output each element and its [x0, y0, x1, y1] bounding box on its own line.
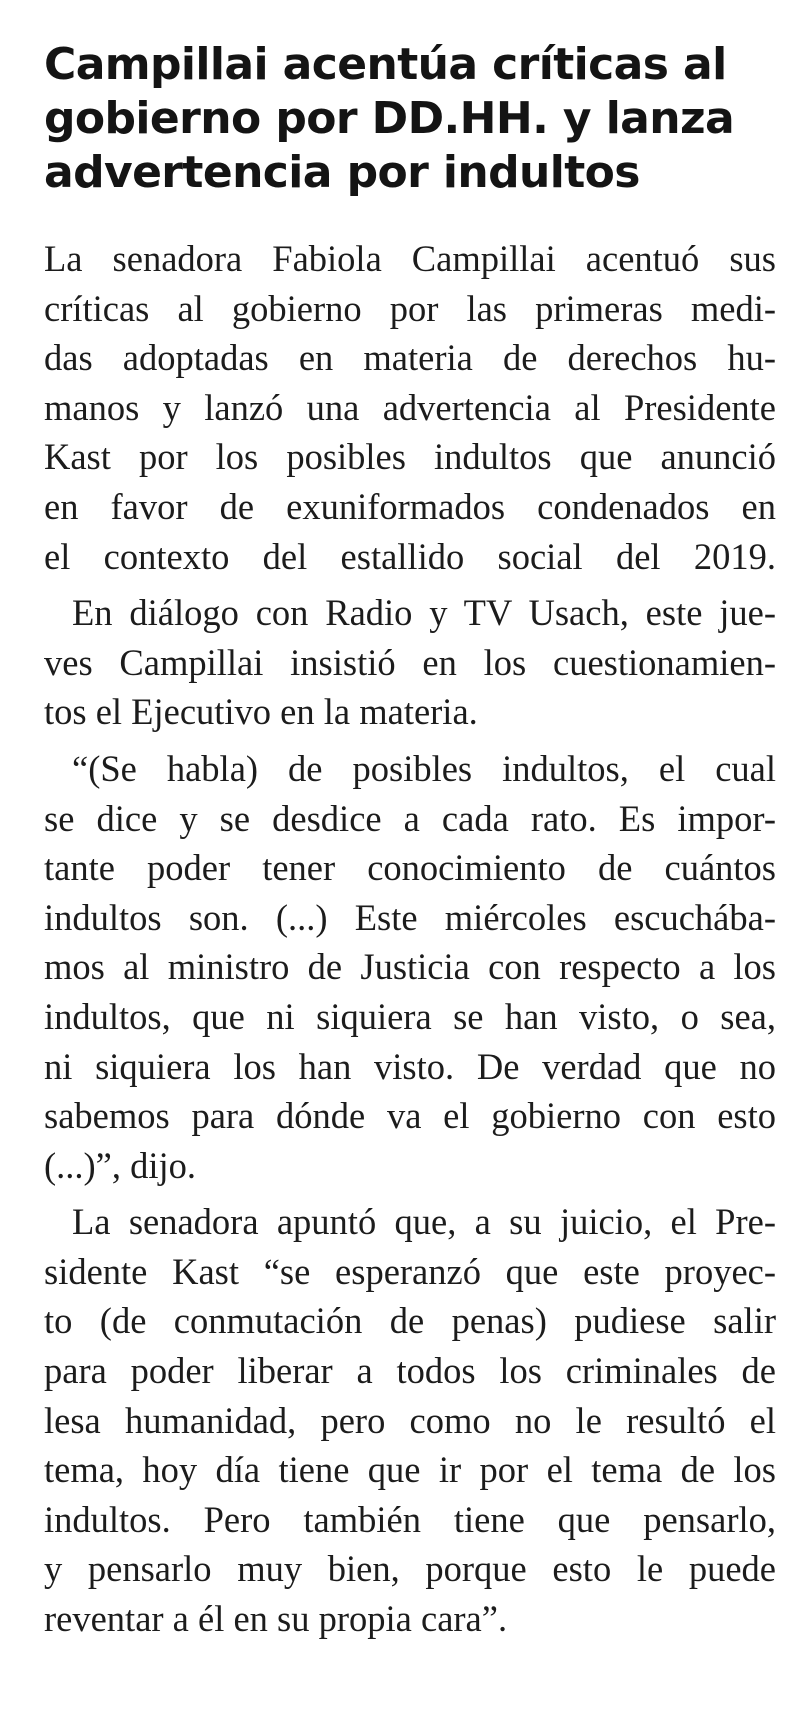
text-line: manos y lanzó una advertencia al Presidente: [44, 386, 776, 428]
text-line: tema, hoy día tiene que ir por el tema de los: [44, 1449, 776, 1491]
text-line: mos al ministro de Justicia con respecto a los: [44, 946, 776, 988]
paragraph-quote: [44, 744, 776, 1190]
news-article: [44, 38, 776, 1651]
text-line: indultos. Pero también tiene que pensarlo,: [44, 1498, 776, 1540]
text-line: tos el Ejecutivo en la materia.: [44, 691, 478, 733]
text-line: críticas al gobierno por las primeras medi-: [44, 287, 776, 329]
paragraph-conclusion: [44, 1197, 776, 1643]
text-line: reventar a él en su propia cara”.: [44, 1598, 508, 1640]
text-line: el contexto del estallido social del 2019.: [44, 535, 776, 577]
text-line: das adoptadas en materia de derechos hu-: [44, 337, 776, 379]
text-line: “(Se habla) de posibles indultos, el cual: [72, 747, 776, 789]
headline: [44, 38, 776, 200]
text-line: y pensarlo muy bien, porque esto le puede: [44, 1548, 776, 1590]
text-line: para poder liberar a todos los criminales de: [44, 1350, 776, 1392]
headline-line: Campillai acentúa críticas al: [44, 39, 727, 90]
text-line: to (de conmutación de penas) pudiese salir: [44, 1300, 776, 1342]
text-line: La senadora apuntó que, a su juicio, el Pre-: [72, 1201, 776, 1243]
paragraph-dialogue: [44, 588, 776, 737]
headline-line: gobierno por DD.HH. y lanza: [44, 93, 735, 144]
text-line: ves Campillai insistió en los cuestionamien-: [44, 641, 776, 683]
text-line: indultos, que ni siquiera se han visto, o sea,: [44, 995, 776, 1037]
text-line: La senadora Fabiola Campillai acentuó sus: [44, 238, 776, 279]
text-line: lesa humanidad, pero como no le resultó el: [44, 1399, 776, 1441]
text-line: en favor de exuniformados condenados en: [44, 485, 776, 527]
text-line: tante poder tener conocimiento de cuántos: [44, 847, 776, 889]
text-line: indultos son. (...) Este miércoles escuchába-: [44, 896, 776, 938]
text-line: sabemos para dónde va el gobierno con esto: [44, 1095, 776, 1137]
text-line: (...)”, dijo.: [44, 1144, 197, 1186]
text-line: ni siquiera los han visto. De verdad que no: [44, 1045, 776, 1087]
text-line: En diálogo con Radio y TV Usach, este jue-: [72, 592, 776, 634]
text-line: Kast por los posibles indultos que anunció: [44, 436, 776, 478]
text-line: sidente Kast “se esperanzó que este proyec-: [44, 1250, 776, 1292]
paragraph-intro: [44, 234, 776, 581]
text-line: se dice y se desdice a cada rato. Es impor-: [44, 797, 776, 839]
headline-line: advertencia por indultos: [44, 147, 640, 198]
